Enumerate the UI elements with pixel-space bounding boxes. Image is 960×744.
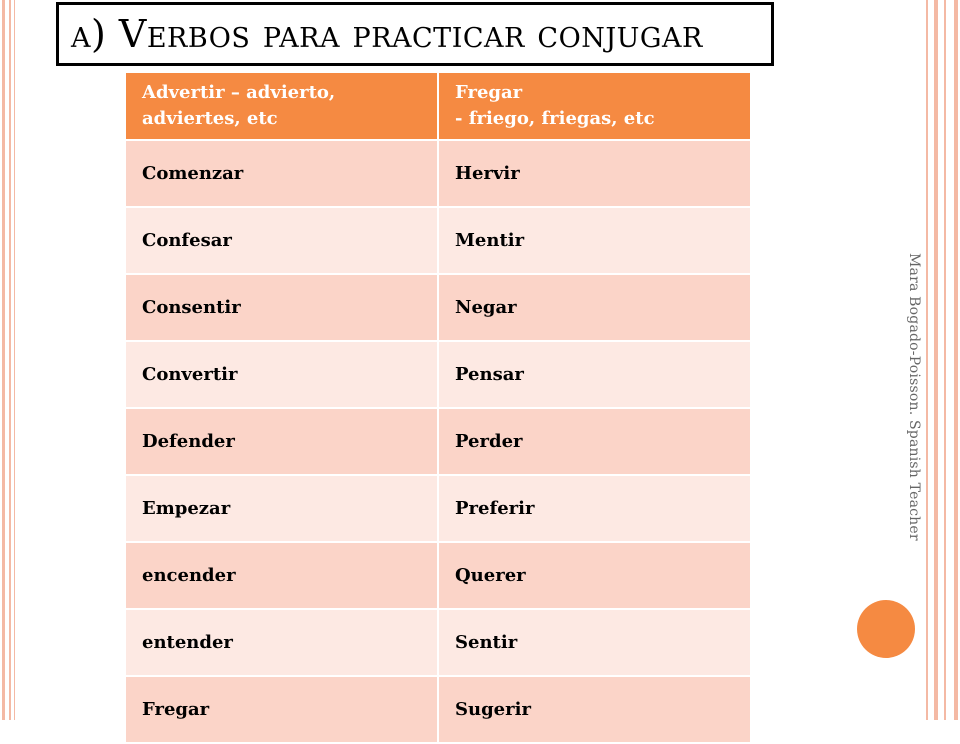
header-cell-line: Fregar	[455, 82, 523, 103]
table-cell: encender	[126, 542, 438, 609]
table-cell: Empezar	[126, 475, 438, 542]
table-cell: Fregar	[126, 676, 438, 743]
table-row	[126, 408, 750, 475]
table-row	[126, 676, 750, 743]
frame-line	[954, 0, 958, 720]
table-cell: Perder	[438, 408, 750, 475]
frame-line	[2, 0, 5, 720]
table-header-row	[126, 73, 750, 140]
author-credit: Mara Bogado-Poisson. Spanish Teacher	[906, 253, 922, 541]
table-cell: Mentir	[438, 207, 750, 274]
table-cell: Defender	[126, 408, 438, 475]
frame-line	[944, 0, 946, 720]
verb-table	[126, 73, 750, 744]
header-cell	[438, 73, 750, 140]
table-cell: Preferir	[438, 475, 750, 542]
table-cell: entender	[126, 609, 438, 676]
header-cell-line: adviertes, etc	[142, 108, 278, 129]
table-cell: Querer	[438, 542, 750, 609]
table-row	[126, 341, 750, 408]
frame-line	[14, 0, 15, 720]
table-row	[126, 475, 750, 542]
decorative-circle	[857, 600, 915, 658]
table-cell: Confesar	[126, 207, 438, 274]
table-cell: Sentir	[438, 609, 750, 676]
frame-line	[9, 0, 11, 720]
header-cell-line: - friego, friegas, etc	[455, 108, 655, 129]
table-cell: Comenzar	[126, 140, 438, 207]
header-cell-line: Advertir – advierto,	[142, 82, 336, 103]
table-row	[126, 542, 750, 609]
frame-line	[934, 0, 938, 720]
table-cell: Negar	[438, 274, 750, 341]
table-cell: Pensar	[438, 341, 750, 408]
table-cell: Hervir	[438, 140, 750, 207]
frame-line	[926, 0, 928, 720]
header-cell	[126, 73, 438, 140]
table-row	[126, 207, 750, 274]
table-cell: Sugerir	[438, 676, 750, 743]
table-row	[126, 609, 750, 676]
table-cell: Convertir	[126, 341, 438, 408]
table-cell: Consentir	[126, 274, 438, 341]
table-row	[126, 140, 750, 207]
table-row	[126, 274, 750, 341]
slide-title: a) Verbos para practicar conjugar	[56, 2, 774, 66]
